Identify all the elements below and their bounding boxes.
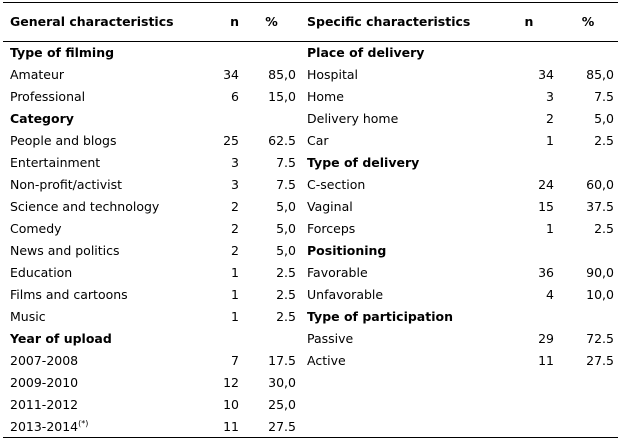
right-row-label-text: Hospital (307, 67, 359, 82)
left-section-label: Type of filming (10, 45, 115, 60)
right-row-label-text: Favorable (307, 265, 368, 280)
right-section-n-empty (500, 152, 558, 174)
right-row-label-text: Active (307, 353, 346, 368)
right-section-label: Type of delivery (307, 155, 420, 170)
right-row-n: 4 (546, 287, 554, 302)
left-row-percent: 2.5 (276, 309, 296, 324)
left-row-percent: 62.5 (268, 133, 296, 148)
right-empty-cell (300, 372, 500, 394)
left-row-label (3, 372, 203, 394)
left-row-label (3, 394, 203, 416)
right-row-percent: 2.5 (594, 133, 614, 148)
right-section-n-empty (500, 42, 558, 65)
left-row-label (3, 130, 203, 152)
right-row-percent: 5,0 (594, 111, 614, 126)
right-empty-cell (300, 416, 500, 438)
right-section-pct-empty (558, 152, 618, 174)
right-row-percent: 37.5 (586, 199, 614, 214)
table-row (3, 218, 618, 240)
right-row-percent: 90,0 (586, 265, 614, 280)
right-row-percent: 2.5 (594, 221, 614, 236)
left-row-n: 10 (223, 397, 239, 412)
left-row-label (3, 240, 203, 262)
left-row-label-text: Comedy (10, 221, 62, 236)
table-row (3, 394, 618, 416)
header-percent-right: % (558, 3, 618, 42)
header-row (3, 3, 618, 42)
right-row-percent: 10,0 (586, 287, 614, 302)
left-row-n: 2 (231, 221, 239, 236)
right-section-heading (300, 152, 500, 174)
left-row-label-text: 2013-2014 (10, 418, 79, 434)
left-row-percent: 30,0 (268, 375, 296, 390)
right-section-n-empty (500, 306, 558, 328)
left-row-n: 11 (203, 416, 243, 438)
right-row-label (300, 328, 500, 350)
right-row-label (300, 350, 500, 372)
right-section-label: Positioning (307, 243, 387, 258)
left-row-n: 1 (231, 309, 239, 324)
left-row-percent: 17.5 (268, 353, 296, 368)
left-section-pct-empty (243, 42, 300, 65)
left-row-label-text: Professional (10, 89, 86, 104)
left-row-label (3, 416, 203, 438)
left-row-percent: 5,0 (276, 221, 296, 236)
characteristics-table (3, 2, 618, 438)
left-row-percent: 7.5 (276, 177, 296, 192)
right-section-heading (300, 306, 500, 328)
left-section-n-empty (203, 108, 243, 130)
table-row (3, 328, 618, 350)
right-section-label: Place of delivery (307, 45, 425, 60)
table-row (3, 284, 618, 306)
left-row-label-text: 2007-2008 (10, 353, 79, 368)
right-empty-cell (300, 394, 500, 416)
right-section-pct-empty (558, 42, 618, 65)
left-section-heading (3, 108, 203, 130)
left-row-n: 6 (231, 89, 239, 104)
table-row (3, 152, 618, 174)
right-row-label (300, 64, 500, 86)
table-row (3, 108, 618, 130)
left-section-n-empty (203, 328, 243, 350)
right-row-label (300, 196, 500, 218)
left-row-n: 12 (223, 375, 239, 390)
right-row-n: 15 (538, 199, 554, 214)
right-row-label (300, 174, 500, 196)
left-row-label (3, 262, 203, 284)
right-empty-cell (558, 372, 618, 394)
table-row (3, 262, 618, 284)
right-row-n: 3 (546, 89, 554, 104)
table-row (3, 86, 618, 108)
left-row-label-text: Entertainment (10, 155, 101, 170)
left-row-n: 34 (223, 67, 239, 82)
left-row-percent: 7.5 (276, 155, 296, 170)
left-row-n: 7 (231, 353, 239, 368)
left-row-label-text: 2011-2012 (10, 397, 79, 412)
right-section-pct-empty (558, 240, 618, 262)
right-section-n-empty (500, 240, 558, 262)
left-row-n: 1 (231, 265, 239, 280)
right-row-n: 11 (538, 353, 554, 368)
header-n-left: n (203, 3, 243, 42)
table-row (3, 372, 618, 394)
left-row-label-text: News and politics (10, 243, 120, 258)
left-section-label: Category (10, 111, 74, 126)
right-row-label-text: Passive (307, 331, 354, 346)
right-empty-cell (500, 372, 558, 394)
table-row (3, 130, 618, 152)
header-percent-left: % (243, 3, 300, 42)
right-section-label: Type of participation (307, 309, 453, 324)
right-row-percent: 85,0 (586, 67, 614, 82)
left-row-label (3, 64, 203, 86)
right-row-label-text: Home (307, 89, 344, 104)
header-n-right: n (500, 3, 558, 42)
left-row-label (3, 218, 203, 240)
left-row-percent: 25,0 (268, 397, 296, 412)
header-general-characteristics: General characteristics (3, 3, 203, 42)
left-row-label-text: Non-profit/activist (10, 177, 123, 192)
left-row-n: 2 (231, 199, 239, 214)
right-row-label-text: C-section (307, 177, 366, 192)
right-empty-cell (558, 394, 618, 416)
left-row-n: 3 (231, 177, 239, 192)
table-body (3, 42, 618, 438)
right-row-n: 34 (538, 67, 554, 82)
left-row-label (3, 196, 203, 218)
right-row-n: 1 (546, 221, 554, 236)
right-row-label-text: Delivery home (307, 111, 399, 126)
left-row-label-text: Amateur (10, 67, 65, 82)
left-row-label-text: 2009-2010 (10, 375, 79, 390)
table-row (3, 240, 618, 262)
table-row (3, 174, 618, 196)
left-row-label (3, 174, 203, 196)
left-row-n: 2 (231, 243, 239, 258)
left-row-label (3, 152, 203, 174)
left-row-percent: 27.5 (243, 416, 300, 438)
left-row-percent: 2.5 (276, 265, 296, 280)
right-row-label-text: Unfavorable (307, 287, 384, 302)
table-row (3, 350, 618, 372)
right-row-percent: 72.5 (586, 331, 614, 346)
right-row-label (300, 218, 500, 240)
left-row-label-text: Films and cartoons (10, 287, 128, 302)
right-row-label-text: Forceps (307, 221, 356, 236)
right-row-label-text: Car (307, 133, 329, 148)
left-row-label (3, 284, 203, 306)
left-row-label (3, 350, 203, 372)
left-row-percent: 85,0 (268, 67, 296, 82)
table-row (3, 42, 618, 65)
left-row-n: 1 (231, 287, 239, 302)
right-row-label (300, 284, 500, 306)
table-row (3, 64, 618, 86)
right-row-percent: 60,0 (586, 177, 614, 192)
left-section-n-empty (203, 42, 243, 65)
left-row-label-text: Science and technology (10, 199, 160, 214)
right-row-percent: 27.5 (586, 353, 614, 368)
header-specific-characteristics: Specific characteristics (300, 3, 500, 42)
left-section-pct-empty (243, 108, 300, 130)
left-section-heading (3, 328, 203, 350)
right-row-label-text: Vaginal (307, 199, 353, 214)
right-row-n: 29 (538, 331, 554, 346)
left-row-label-text: People and blogs (10, 133, 117, 148)
table-row (3, 416, 618, 438)
right-row-n: 36 (538, 265, 554, 280)
right-section-heading (300, 42, 500, 65)
left-row-label-text: Education (10, 265, 73, 280)
table-row (3, 196, 618, 218)
right-row-percent: 7.5 (594, 89, 614, 104)
right-row-n: 24 (538, 177, 554, 192)
left-section-pct-empty (243, 328, 300, 350)
right-row-label (300, 262, 500, 284)
left-row-label-text: Music (10, 309, 46, 324)
table-row (3, 306, 618, 328)
right-empty-cell (500, 416, 558, 438)
right-empty-cell (558, 416, 618, 438)
right-row-n: 1 (546, 133, 554, 148)
right-empty-cell (500, 394, 558, 416)
left-row-n: 3 (231, 155, 239, 170)
right-row-label (300, 86, 500, 108)
right-section-heading (300, 240, 500, 262)
left-row-label (3, 306, 203, 328)
right-row-label (300, 108, 500, 130)
left-row-percent: 2.5 (276, 287, 296, 302)
footnote-marker: (*) (78, 418, 89, 428)
right-row-n: 2 (546, 111, 554, 126)
left-section-heading (3, 42, 203, 65)
left-row-percent: 15,0 (268, 89, 296, 104)
left-row-percent: 5,0 (276, 199, 296, 214)
right-row-label (300, 130, 500, 152)
left-row-label (3, 86, 203, 108)
left-row-percent: 5,0 (276, 243, 296, 258)
left-section-label: Year of upload (10, 331, 112, 346)
left-row-n: 25 (223, 133, 239, 148)
right-section-pct-empty (558, 306, 618, 328)
